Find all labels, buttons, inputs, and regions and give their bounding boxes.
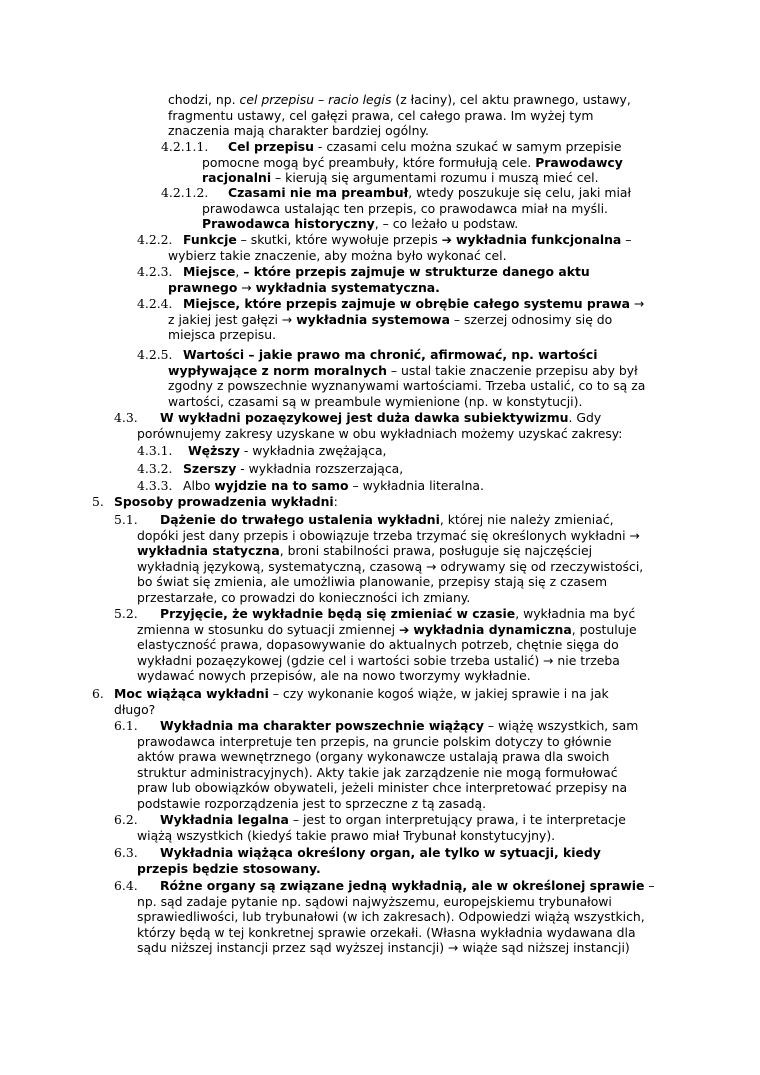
text-line: pomocne mogą być preambuły, które formułują cele. Prawodawcy — [202, 154, 623, 170]
text-line: Funkcje – skutki, które wywołuje przepis ➔ wykładnia funkcjonalna – — [183, 232, 632, 247]
list-item-4-3-3 — [183, 478, 484, 494]
text-line: wypływające z norm moralnych – ustal takie znaczenie przepisu aby był — [168, 362, 638, 378]
list-item-4-2-1-1 — [202, 139, 623, 186]
text-line: Cel przepisu - czasami celu można szukać w samym przepisie — [228, 139, 622, 154]
continuation-text — [168, 92, 631, 139]
text-line: wartości, czasami są w preambule wymienione (np. w konstytucji). — [168, 393, 583, 409]
text-line: Węższy - wykładnia zwężająca, — [188, 443, 387, 458]
text-line: zgodny z powszechnie wyznanywami wartościami. Trzeba ustalić, co to są za — [168, 378, 646, 394]
text-line: Wykładnia legalna – jest to organ interpretujący prawa, i te interpretacje — [160, 812, 626, 827]
item-number: 4.3.1. — [137, 443, 173, 458]
item-number: 4.3.2. — [137, 461, 173, 476]
text-line: dopóki jest dany przepis i obowiązuje trzeba trzymać się określonych wykładni → — [137, 527, 640, 543]
item-number: 5. — [92, 494, 104, 509]
text-line: prawodawca interpretuje ten przepis, na gruncie polskim dotyczy to głównie — [137, 733, 612, 749]
text-line: wykładnią językową, systematyczną, czasową → odrywamy się od rzeczywistości, — [137, 558, 644, 574]
list-item-6 — [114, 686, 609, 717]
list-item-4-3 — [137, 410, 622, 441]
text-line: Różne organy są związane jedną wykładnią, ale w określonej sprawie – — [160, 878, 655, 893]
text-line: elastyczność prawa, dopasowywanie do aktualnych potrzeb, chętnie sięga do — [137, 637, 619, 653]
list-item-4-3-1 — [188, 443, 387, 459]
list-item-6-2 — [137, 812, 626, 843]
text-line: miejsca przepisu. — [168, 327, 277, 343]
list-item-4-2-1-2 — [202, 185, 631, 232]
item-number: 4.3.3. — [137, 478, 173, 493]
item-number: 6.4. — [114, 878, 138, 893]
text-line: fragmentu ustawy, cel gałęzi prawa, cel całego prawa. Im wyżej tym — [168, 107, 594, 123]
item-number: 6. — [92, 686, 104, 701]
text-line: przepis będzie stosowany. — [137, 860, 321, 876]
text-line: wiążą wszystkich (kiedyś takie prawo miał Trybunał konstytucyjny). — [137, 827, 556, 843]
text-line: porównujemy zakresy uzyskane w obu wykładniach możemy uzyskać zakresy: — [137, 425, 623, 441]
list-item-6-1 — [137, 718, 638, 812]
text-line: Przyjęcie, że wykładnie będą się zmieniać w czasie, wykładnia ma być — [160, 606, 636, 621]
item-number: 4.2.2. — [137, 232, 173, 247]
text-line: przestarzałe, co prowadzi do konieczności ich zmiany. — [137, 589, 471, 605]
item-number: 5.2. — [114, 606, 138, 621]
text-line: sprawiedliwości, lub trybunałowi (w ich zakresach). Odpowiedzi wiążą wszystkich, — [137, 909, 645, 925]
text-line: sądu niższej instancji przez sąd wyższej instancji) → wiąże sąd niższej instancji) — [137, 940, 630, 956]
list-item-4-2-3 — [168, 264, 590, 295]
text-line: zmienna w stosunku do sytuacji zmiennej ➔ wykładnia dynamiczna, postuluje — [137, 621, 637, 637]
text-line: struktur administracyjnych). Akty takie jak zarządzenie nie mogą formułować — [137, 764, 618, 780]
list-item-5-2 — [137, 606, 637, 684]
list-item-4-2-5 — [168, 347, 645, 409]
text-line: Wartości – jakie prawo ma chronić, afirmować, np. wartości — [183, 347, 598, 362]
text-line: np. sąd zadaje pytanie np. sądowi najwyższemu, europejskiemu trybunałowi — [137, 893, 612, 909]
item-number: 6.2. — [114, 812, 138, 827]
text-line: wybierz takie znaczenie, aby można było wykonać cel. — [168, 247, 507, 263]
text-line: wykładnia statyczna, broni stabilności prawa, posługuje się najczęściej — [137, 543, 593, 559]
text-line: Czasami nie ma preambuł, wtedy poszukuje się celu, jaki miał — [228, 185, 632, 200]
text-line: podstawie rozporządzenia jest to sprzeczne z tą zasadą. — [137, 795, 487, 811]
text-line: praw lub obowiązków obywateli, jeżeli minister chce interpretować przepisy na — [137, 780, 628, 796]
text-line: Moc wiążąca wykładni – czy wykonanie kogoś wiąże, w jakiej sprawie i na jak — [114, 686, 609, 701]
item-number: 4.2.3. — [137, 264, 173, 279]
text-line: Wykładnia ma charakter powszechnie wiążący – wiążę wszystkich, sam — [160, 718, 639, 733]
text-line: racjonalni – kierują się argumentami rozumu i muszą mieć cel. — [202, 170, 599, 186]
text-line: bo świat się zmienia, ale umożliwia planowanie, przepisy stają się z czasem — [137, 574, 608, 590]
list-item-4-3-2 — [183, 461, 403, 477]
list-item-6-3 — [137, 845, 601, 876]
text-line: wykładni pozaęzykowej (gdzie cel i wartości sobie trzeba ustalić) → nie trzeba — [137, 652, 620, 668]
list-item-4-2-2 — [168, 232, 631, 263]
list-item-5 — [114, 494, 338, 510]
text-line: Sposoby prowadzenia wykładni: — [114, 494, 338, 509]
text-line: znaczenia mają charakter bardziej ogólny. — [168, 123, 429, 139]
item-number: 4.2.1.2. — [161, 185, 209, 200]
item-number: 5.1. — [114, 512, 138, 527]
text-line: długo? — [114, 701, 156, 717]
text-line: chodzi, np. cel przepisu – racio legis (z łaciny), cel aktu prawnego, ustawy, — [168, 92, 631, 107]
text-line: z jakiej jest gałęzi → wykładnia systemowa – szerzej odnosimy się do — [168, 311, 613, 327]
text-line: Wykładnia wiążąca określony organ, ale tylko w sytuacji, kiedy — [160, 845, 601, 860]
list-item-5-1 — [137, 512, 643, 606]
item-number: 4.2.5. — [137, 347, 173, 362]
list-item-4-2-4 — [168, 296, 644, 343]
text-line: prawnego → wykładnia systematyczna. — [168, 279, 440, 295]
text-line: którzy będą w tej konkretnej sprawie orzekałi. (Własna wykładnia wydawana dla — [137, 924, 636, 940]
text-line: wydawać nowych przepisów, ale na nowo tworzymy wykładnie. — [137, 668, 531, 684]
item-number: 4.2.4. — [137, 296, 173, 311]
item-number: 4.2.1.1. — [161, 139, 209, 154]
text-line: prawodawca ustalając ten przepis, co prawodawca miał na myśli. — [202, 200, 608, 216]
item-number: 6.1. — [114, 718, 138, 733]
item-number: 6.3. — [114, 845, 138, 860]
text-line: Szerszy - wykładnia rozszerzająca, — [183, 461, 404, 476]
text-line: Prawodawca historyczny, – co leżało u podstaw. — [202, 216, 519, 232]
text-line: Miejsce, które przepis zajmuje w obrębie całego systemu prawa → — [183, 296, 645, 311]
text-line: Miejsce, – które przepis zajmuje w strukturze danego aktu — [183, 264, 590, 279]
text-line: Albo wyjdzie na to samo – wykładnia literalna. — [183, 478, 484, 493]
item-number: 4.3. — [114, 410, 138, 425]
list-item-6-4 — [137, 878, 655, 956]
text-line: Dążenie do trwałego ustalenia wykładni, której nie należy zmieniać, — [160, 512, 614, 527]
text-line: aktów prawa wewnętrznego (organy wykonawcze ustalają prawa dla swoich — [137, 749, 610, 765]
text-line: W wykładni pozaęzykowej jest duża dawka subiektywizmu. Gdy — [160, 410, 602, 425]
